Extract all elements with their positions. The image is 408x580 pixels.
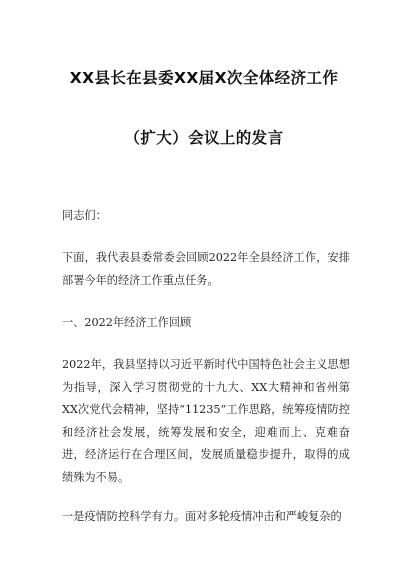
salutation: 同志们： — [62, 209, 107, 222]
paragraph-intro: 下面，我代表县委常委会回顾2022年全县经济工作，安排部署今年的经济工作重点任务。 — [62, 251, 350, 287]
document-title-line-1: XX县长在县委XX届X次全体经济工作 — [69, 69, 339, 87]
paragraph-epidemic: 一是疫情防控科学有力。面对多轮疫情冲击和严峻复杂的 — [62, 510, 342, 523]
document-title-line-2: （扩大）会议上的发言 — [124, 129, 284, 147]
section-heading: 一、2022年经济工作回顾 — [62, 316, 192, 329]
paragraph-review: 2022年，我县坚持以习近平新时代中国特色社会主义思想为指导，深入学习贯彻党的十九大、XX大精神和省州第XX次党代会精神，坚持“11235”工作思路，统筹疫情防控和经济社会发展，统筹发展和安全，迎难而上、克难奋进，经济运行在合理区间，发展质量稳步提升，取得的成绩殊为不易。 — [62, 358, 350, 484]
